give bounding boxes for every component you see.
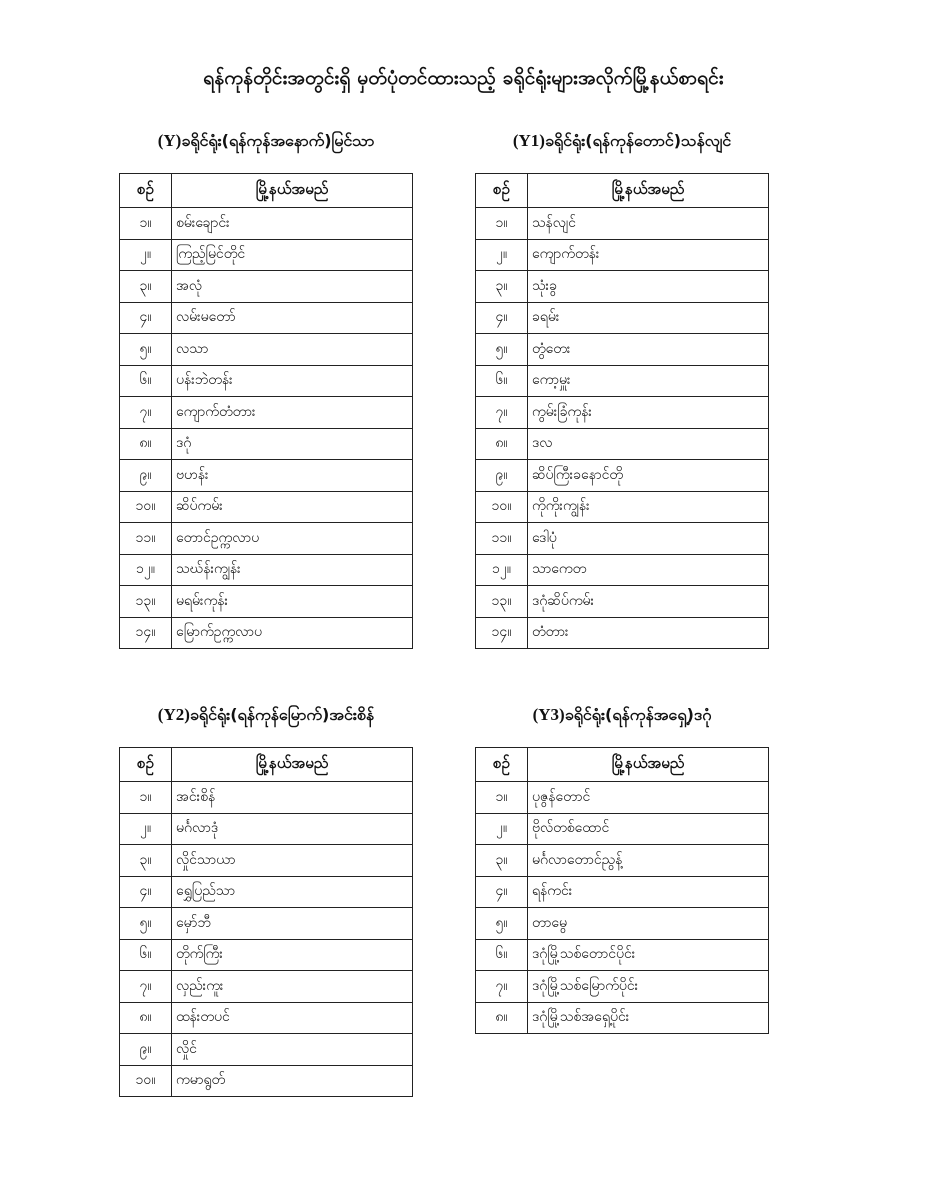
row-number: ၆။: [476, 365, 528, 397]
row-number: ၉။: [120, 1034, 172, 1066]
table-row: [476, 271, 769, 303]
table-row: [120, 617, 413, 649]
row-number: ၃။: [476, 271, 528, 303]
table-row: [476, 813, 769, 845]
row-number: ၁၀။: [120, 1065, 172, 1097]
district-name: ခရိုင်ရုံး(ရန်ကုန်အရှေ့)ဒဂုံ: [564, 705, 712, 724]
row-number: ၂။: [476, 239, 528, 271]
table-row: [476, 239, 769, 271]
row-number: ၇။: [120, 397, 172, 429]
row-number: ၃။: [476, 845, 528, 877]
township-name: ပုဇွန်တောင်: [528, 782, 769, 814]
township-name: လှိုင်: [172, 1034, 413, 1066]
township-name: ကိုကိုးကျွန်း: [528, 491, 769, 523]
row-number: ၁။: [120, 208, 172, 240]
table-row: [476, 1002, 769, 1034]
row-number: ၂။: [476, 813, 528, 845]
township-name: ပန်းဘဲတန်း: [172, 365, 413, 397]
district-block-y: [119, 128, 413, 649]
table-row: [120, 876, 413, 908]
table-row: [120, 939, 413, 971]
table-row: [476, 908, 769, 940]
table-row: [476, 586, 769, 618]
row-number: ၇။: [476, 971, 528, 1003]
table-row: [120, 1065, 413, 1097]
township-table: [119, 173, 413, 649]
township-name: ဒဂုံဆိပ်ကမ်း: [528, 586, 769, 618]
township-name: ကွမ်းခြံကုန်း: [528, 397, 769, 429]
row-number: ၁၃။: [120, 586, 172, 618]
table-row: [476, 876, 769, 908]
row-number: ၇။: [120, 971, 172, 1003]
table-row: [120, 554, 413, 586]
table-header-row: [120, 174, 413, 208]
table-row: [120, 971, 413, 1003]
township-name: ဒဂုံမြို့သစ်တောင်ပိုင်း: [528, 939, 769, 971]
township-table: [475, 747, 769, 1034]
table-row: [120, 1034, 413, 1066]
township-name: ကျောက်တန်း: [528, 239, 769, 271]
table-row: [476, 208, 769, 240]
township-name: ခရမ်း: [528, 302, 769, 334]
table-row: [120, 302, 413, 334]
township-name: ဒေါပုံ: [528, 523, 769, 555]
table-row: [476, 302, 769, 334]
township-name: မရမ်းကုန်း: [172, 586, 413, 618]
row-number: ၁၀။: [120, 491, 172, 523]
column-header-number: စဉ်: [120, 748, 172, 782]
row-number: ၅။: [120, 908, 172, 940]
township-name: ဒဂုံမြို့သစ်အရှေ့ပိုင်း: [528, 1002, 769, 1034]
township-name: တာမွေ: [528, 908, 769, 940]
row-number: ၁၄။: [120, 617, 172, 649]
table-row: [120, 845, 413, 877]
township-name: ဒဂုံမြို့သစ်မြောက်ပိုင်း: [528, 971, 769, 1003]
township-name: တောင်ဥက္ကလာပ: [172, 523, 413, 555]
table-row: [120, 208, 413, 240]
table-row: [476, 523, 769, 555]
township-name: ကမာရွတ်: [172, 1065, 413, 1097]
table-row: [120, 365, 413, 397]
township-name: သာကေတ: [528, 554, 769, 586]
district-name: ခရိုင်ရုံး(ရန်ကုန်အနောက်)မြင်သာ: [181, 131, 375, 150]
table-row: [476, 617, 769, 649]
township-name: လမ်းမတော်: [172, 302, 413, 334]
table-row: [476, 428, 769, 460]
township-name: လသာ: [172, 334, 413, 366]
table-row: [120, 523, 413, 555]
row-number: ၂။: [120, 813, 172, 845]
table-row: [120, 271, 413, 303]
township-name: ကော့မှူး: [528, 365, 769, 397]
table-row: [120, 239, 413, 271]
township-name: သဃ်န်းကျွန်း: [172, 554, 413, 586]
column-header-number: စဉ်: [120, 174, 172, 208]
township-name: မင်္ဂလာတောင်ညွန့်: [528, 845, 769, 877]
row-number: ၃။: [120, 845, 172, 877]
district-block-y3: [475, 702, 769, 1034]
row-number: ၆။: [476, 939, 528, 971]
table-row: [476, 554, 769, 586]
township-table: [119, 747, 413, 1097]
district-code: (Y3): [532, 705, 565, 724]
column-header-township: မြို့နယ်အမည်: [172, 748, 413, 782]
row-number: ၈။: [476, 1002, 528, 1034]
township-name: မင်္ဂလာဒုံ: [172, 813, 413, 845]
row-number: ၇။: [476, 397, 528, 429]
row-number: ၂။: [120, 239, 172, 271]
table-header-row: [476, 748, 769, 782]
row-number: ၁။: [476, 782, 528, 814]
table-row: [476, 397, 769, 429]
table-row: [476, 782, 769, 814]
row-number: ၁၂။: [476, 554, 528, 586]
township-name: ဗဟန်း: [172, 460, 413, 492]
table-header-row: [120, 748, 413, 782]
column-header-township: မြို့နယ်အမည်: [528, 748, 769, 782]
row-number: ၃။: [120, 271, 172, 303]
district-heading: [475, 128, 769, 154]
township-name: ဆိပ်ကမ်း: [172, 491, 413, 523]
district-code: (Y1): [512, 131, 545, 150]
row-number: ၈။: [476, 428, 528, 460]
district-heading: [119, 128, 413, 154]
row-number: ၁။: [120, 782, 172, 814]
row-number: ၉။: [120, 460, 172, 492]
table-row: [476, 845, 769, 877]
township-name: တွံတေး: [528, 334, 769, 366]
row-number: ၁။: [476, 208, 528, 240]
township-name: ရွှေပြည်သာ: [172, 876, 413, 908]
page-title: ရန်ကုန်တိုင်းအတွင်းရှိ မှတ်ပုံတင်ထားသည့် ခရိုင်ရုံးများအလိုက်မြို့နယ်စာရင်း: [203, 67, 724, 89]
township-name: တံတား: [528, 617, 769, 649]
row-number: ၁၀။: [476, 491, 528, 523]
township-name: အလုံ: [172, 271, 413, 303]
township-name: မြောက်ဥက္ကလာပ: [172, 617, 413, 649]
table-row: [476, 365, 769, 397]
row-number: ၈။: [120, 1002, 172, 1034]
column-header-township: မြို့နယ်အမည်: [172, 174, 413, 208]
row-number: ၁၂။: [120, 554, 172, 586]
row-number: ၆။: [120, 365, 172, 397]
township-name: စမ်းချောင်း: [172, 208, 413, 240]
table-row: [120, 1002, 413, 1034]
district-heading: [119, 702, 413, 728]
row-number: ၄။: [120, 302, 172, 334]
township-name: လှည်းကူး: [172, 971, 413, 1003]
table-header-row: [476, 174, 769, 208]
table-row: [120, 334, 413, 366]
row-number: ၄။: [476, 876, 528, 908]
district-block-y1: [475, 128, 769, 649]
row-number: ၄။: [120, 876, 172, 908]
district-code: (Y): [157, 131, 182, 150]
table-row: [120, 782, 413, 814]
district-name: ခရိုင်ရုံး(ရန်ကုန်တောင်)သန်လျင်: [544, 131, 732, 150]
table-row: [476, 460, 769, 492]
table-row: [120, 428, 413, 460]
township-name: ရန်ကင်း: [528, 876, 769, 908]
table-row: [120, 813, 413, 845]
row-number: ၅။: [476, 334, 528, 366]
district-name: ခရိုင်ရုံး(ရန်ကုန်မြောက်)အင်းစိန်: [189, 705, 375, 724]
township-name: ဗိုလ်တစ်ထောင်: [528, 813, 769, 845]
township-name: ဒလ: [528, 428, 769, 460]
row-number: ၅။: [476, 908, 528, 940]
row-number: ၉။: [476, 460, 528, 492]
row-number: ၄။: [476, 302, 528, 334]
table-row: [476, 491, 769, 523]
table-row: [120, 586, 413, 618]
table-row: [120, 908, 413, 940]
row-number: ၅။: [120, 334, 172, 366]
table-row: [476, 334, 769, 366]
district-block-y2: [119, 702, 413, 1097]
table-row: [120, 491, 413, 523]
column-header-township: မြို့နယ်အမည်: [528, 174, 769, 208]
township-name: လှိုင်သာယာ: [172, 845, 413, 877]
township-name: ကြည့်မြင်တိုင်: [172, 239, 413, 271]
township-name: ဒဂုံ: [172, 428, 413, 460]
row-number: ၁၁။: [476, 523, 528, 555]
township-table: [475, 173, 769, 649]
row-number: ၁၃။: [476, 586, 528, 618]
row-number: ၆။: [120, 939, 172, 971]
column-header-number: စဉ်: [476, 748, 528, 782]
table-row: [476, 971, 769, 1003]
township-name: ကျောက်တံတား: [172, 397, 413, 429]
township-name: တိုက်ကြီး: [172, 939, 413, 971]
table-row: [120, 397, 413, 429]
table-row: [476, 939, 769, 971]
row-number: ၈။: [120, 428, 172, 460]
township-name: သန်လျင်: [528, 208, 769, 240]
township-name: သုံးခွ: [528, 271, 769, 303]
township-name: ထန်းတပင်: [172, 1002, 413, 1034]
district-code: (Y2): [157, 705, 190, 724]
township-name: ဆိပ်ကြီးခနောင်တို: [528, 460, 769, 492]
township-name: အင်းစိန်: [172, 782, 413, 814]
column-header-number: စဉ်: [476, 174, 528, 208]
district-heading: [475, 702, 769, 728]
township-name: မှော်ဘီ: [172, 908, 413, 940]
row-number: ၁၄။: [476, 617, 528, 649]
table-row: [120, 460, 413, 492]
row-number: ၁၁။: [120, 523, 172, 555]
